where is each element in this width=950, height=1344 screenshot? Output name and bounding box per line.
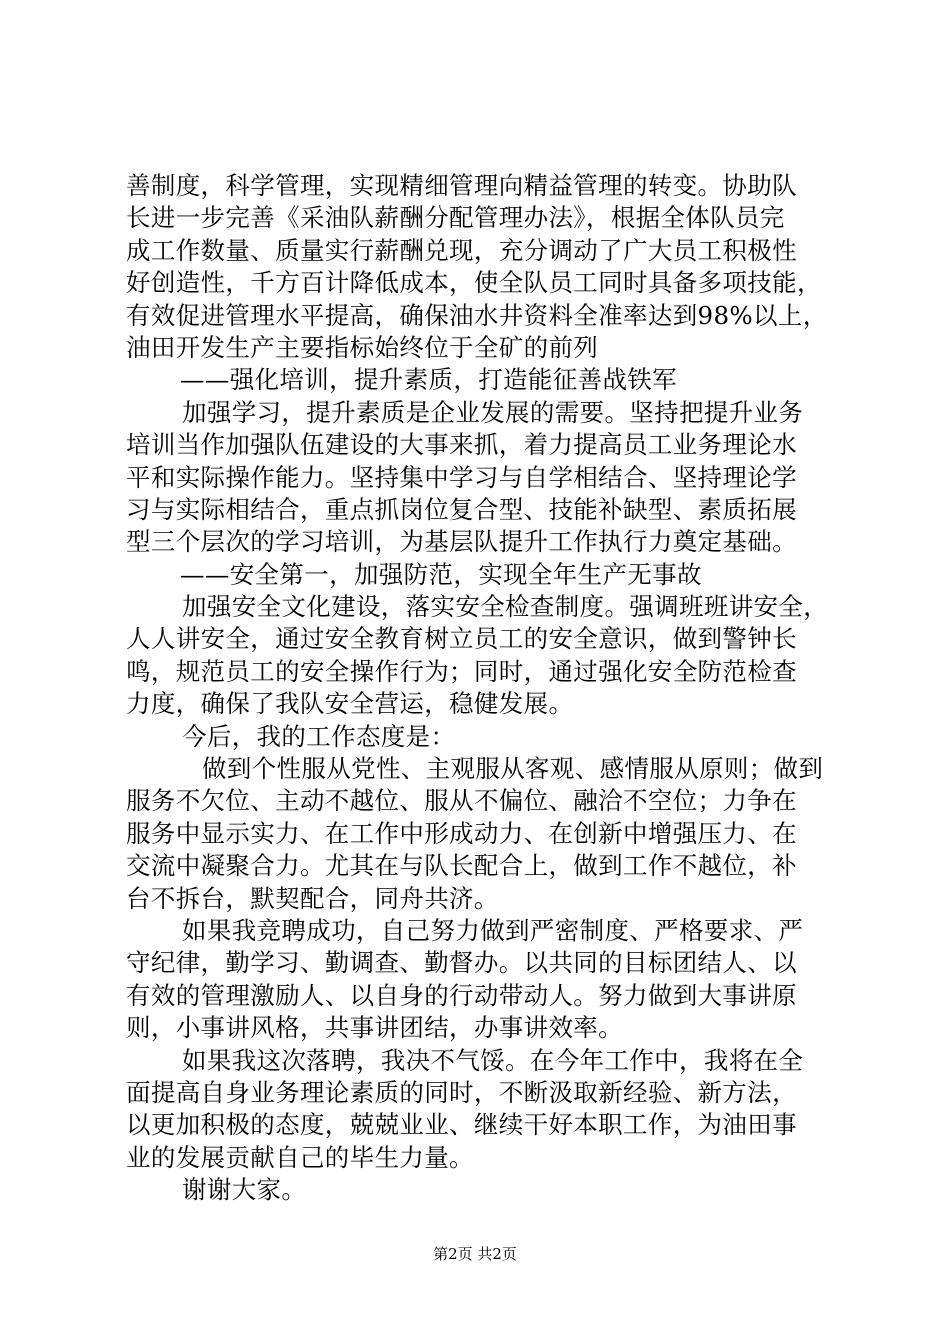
text-line: 善制度，科学管理，实现精细管理向精益管理的转变。协助队: [126, 171, 797, 200]
text-line: 服务不欠位、主动不越位、服从不偏位、融洽不空位；力争在: [126, 786, 797, 816]
paragraph-start-line: 如果我竞聘成功，自己努力做到严密制度、严格要求、严: [182, 915, 804, 945]
text-line: 面提高自身业务理论素质的同时，不断汲取新经验、新方法，: [126, 1077, 797, 1107]
paragraph-start-line: 加强学习，提升素质是企业发展的需要。坚持把提升业务: [182, 397, 804, 427]
text-line: 以更加积极的态度，兢兢业业、继续干好本职工作，为油田事: [126, 1110, 797, 1140]
text-line: 成工作数量、质量实行薪酬兑现，充分调动了广大员工积极性: [126, 235, 797, 265]
text-line: 人人讲安全，通过安全教育树立员工的安全意识，做到警钟长: [126, 624, 797, 654]
paragraph-start-line: 做到个性服从党性、主观服从客观、感情服从原则；做到: [202, 754, 824, 784]
text-line: 力度，确保了我队安全营运，稳健发展。: [126, 689, 574, 719]
text-line: 有效促进管理水平提高，确保油水井资料全准率达到98%以上，: [126, 300, 828, 330]
text-line: 业的发展贡献自己的毕生力量。: [126, 1142, 474, 1172]
document-body: [126, 170, 846, 1207]
text-line: 服务中显示实力、在工作中形成动力、在创新中增强压力、在: [126, 818, 797, 848]
paragraph-start-line: 今后，我的工作态度是：: [182, 721, 456, 751]
text-line: 台不拆台，默契配合，同舟共济。: [126, 883, 499, 913]
text-line: 平和实际操作能力。坚持集中学习与自学相结合、坚持理论学: [126, 462, 797, 492]
text-line: 鸣，规范员工的安全操作行为；同时，通过强化安全防范检查: [126, 656, 797, 686]
text-line: 油田开发生产主要指标始终位于全矿的前列: [126, 332, 599, 362]
text-line: 交流中凝聚合力。尤其在与队长配合上，做到工作不越位，补: [126, 851, 797, 881]
text-line: 培训当作加强队伍建设的大事来抓，着力提高员工业务理论水: [126, 430, 797, 460]
section-heading: ——强化培训，提升素质，打造能征善战铁军: [180, 365, 677, 395]
text-line: 有效的管理激励人、以自身的行动带动人。努力做到大事讲原: [126, 980, 797, 1010]
paragraph-start-line: 加强安全文化建设，落实安全检查制度。强调班班讲安全，: [182, 592, 829, 622]
text-line: 长进一步完善《采油队薪酬分配管理办法》，根据全体队员完: [126, 203, 785, 233]
paragraph-start-line: 如果我这次落聘，我决不气馁。在今年工作中，我将在全: [182, 1045, 804, 1075]
text-line: 型三个层次的学习培训，为基层队提升工作执行力奠定基础。: [126, 527, 797, 557]
text-line: 好创造性，千方百计降低成本，使全队员工同时具备多项技能，: [126, 268, 822, 298]
page-footer: 第2页 共2页: [433, 1245, 517, 1263]
section-heading: ——安全第一，加强防范，实现全年生产无事故: [180, 559, 702, 589]
text-line: 则，小事讲风格，共事讲团结，办事讲效率。: [126, 1013, 623, 1043]
text-line: 习与实际相结合，重点抓岗位复合型、技能补缺型、素质拓展: [126, 494, 797, 524]
text-line: 守纪律，勤学习、勤调查、勤督办。以共同的目标团结人、以: [126, 948, 797, 978]
closing-line: 谢谢大家。: [182, 1175, 307, 1205]
